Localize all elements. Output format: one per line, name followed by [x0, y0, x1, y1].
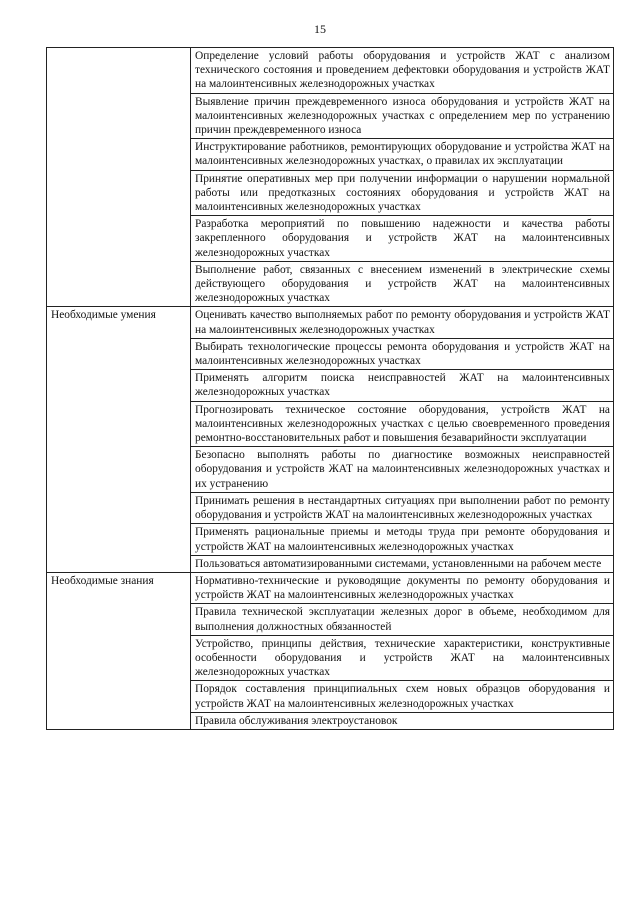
table-row	[47, 572, 614, 603]
table-cell: Инструктирование работников, ремонтирующих оборудование и устройства ЖАТ на малоинтенсивных железнодорожных участках, о правилах их эксплуатации	[191, 139, 614, 170]
table-cell: Применять рациональные приемы и методы труда при ремонте оборудования и устройств ЖАТ на малоинтенсивных железнодорожных участках	[191, 524, 614, 555]
table-cell: Безопасно выполнять работы по диагностике возможных неисправностей оборудования и устройств ЖАТ на малоинтенсивных железнодорожных участках и их устранению	[191, 447, 614, 493]
table-cell: Устройство, принципы действия, технические характеристики, конструктивные особенности оборудования и устройств ЖАТ на малоинтенсивных железнодорожных участках	[191, 635, 614, 681]
table-cell: Выполнение работ, связанных с внесением изменений в электрические схемы действующего оборудования и устройств ЖАТ на малоинтенсивных железнодорожных участках	[191, 261, 614, 307]
table-cell: Оценивать качество выполняемых работ по ремонту оборудования и устройств ЖАТ на малоинтенсивных железнодорожных участках	[191, 307, 614, 338]
table-cell: Правила технической эксплуатации железных дорог в объеме, необходимом для выполнения должностных обязанностей	[191, 604, 614, 635]
table-cell: Выявление причин преждевременного износа оборудования и устройств ЖАТ на малоинтенсивных железнодорожных участках с определением мер по устранению причин преждевременного износа	[191, 93, 614, 139]
table-cell: Принятие оперативных мер при получении информации о нарушении нормальной работы или предотказных состояниях оборудования и устройств ЖАТ на малоинтенсивных железнодорожных участках	[191, 170, 614, 216]
table-cell: Применять алгоритм поиска неисправностей ЖАТ на малоинтенсивных железнодорожных участках	[191, 370, 614, 401]
section-title-skills: Необходимые умения	[47, 307, 191, 572]
page-number: 15	[314, 22, 326, 36]
table-cell: Нормативно-технические и руководящие документы по ремонту оборудования и устройств ЖАТ на малоинтенсивных железнодорожных участках	[191, 572, 614, 603]
table-cell: Разработка мероприятий по повышению надежности и качества работы закрепленного оборудования и устройств ЖАТ на малоинтенсивных железнодорожных участках	[191, 216, 614, 262]
table-cell: Прогнозировать техническое состояние оборудования, устройств ЖАТ на малоинтенсивных железнодорожных участках с целью своевременного проведения ремонтно-восстановительных работ и повышения безаварийности эксплуатации	[191, 401, 614, 447]
section-title-actions	[47, 48, 191, 307]
table-row	[47, 307, 614, 338]
competency-table	[46, 47, 614, 730]
table-row	[47, 48, 614, 94]
table-cell: Определение условий работы оборудования и устройств ЖАТ с анализом технического состояния и проведением дефектовки оборудования и устройств ЖАТ на малоинтенсивных железнодорожных участках	[191, 48, 614, 94]
table-cell: Выбирать технологические процессы ремонта оборудования и устройств ЖАТ на малоинтенсивных железнодорожных участках	[191, 338, 614, 369]
table-cell: Правила обслуживания электроустановок	[191, 712, 614, 729]
table-cell: Принимать решения в нестандартных ситуациях при выполнении работ по ремонту оборудования и устройств ЖАТ на малоинтенсивных железнодорожных участках	[191, 492, 614, 523]
table-cell: Порядок составления принципиальных схем новых образцов оборудования и устройств ЖАТ на малоинтенсивных железнодорожных участках	[191, 681, 614, 712]
section-title-knowledge: Необходимые знания	[47, 572, 191, 729]
table-cell: Пользоваться автоматизированными системами, установленными на рабочем месте	[191, 555, 614, 572]
